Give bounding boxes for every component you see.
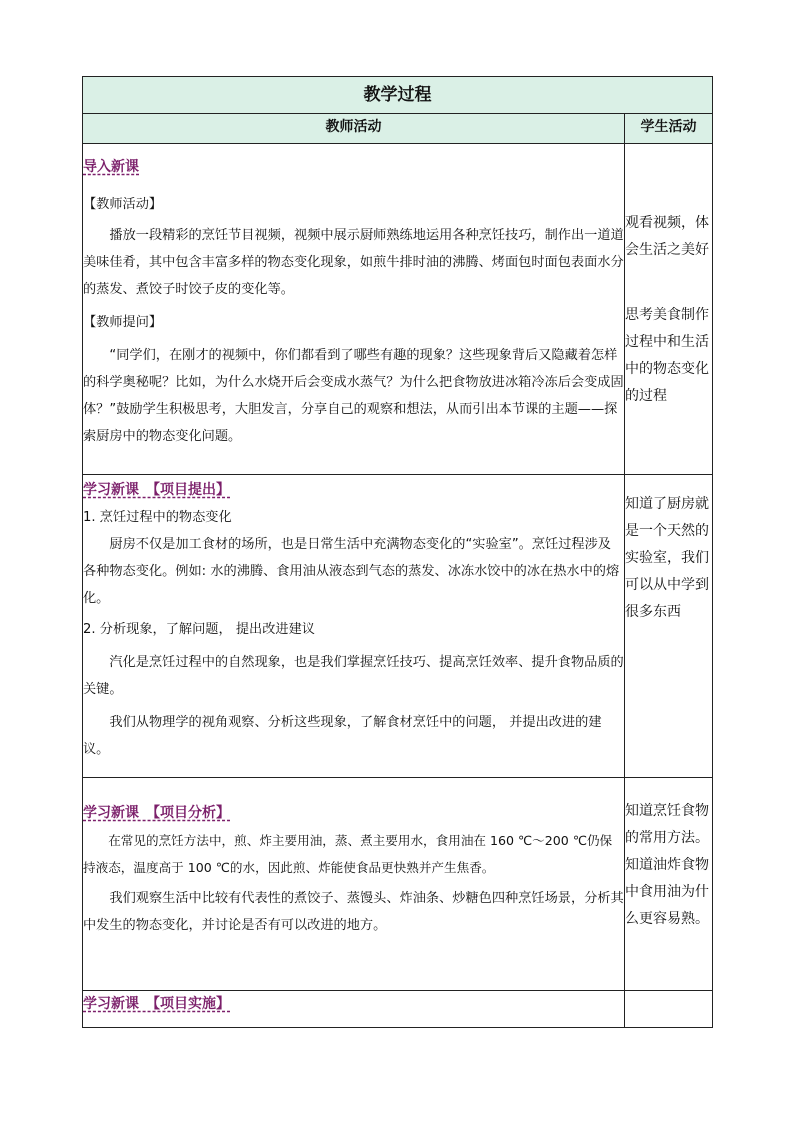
paragraph: 我们从物理学的视角观察、分析这些现象，了解食材烹饪中的问题， 并提出改进的建议。 — [83, 715, 602, 757]
paragraph: “同学们，在刚才的视频中，你们都看到了哪些有趣的现象？这些现象背后又隐藏着怎样的科学奥秘呢？比如，为什么水烧开后会变成水蒸气？为什么把食物放进冰箱冷冻后会变成固体？”鼓励学生积极思考，大胆发言，分享自己的观察和想法，从而引出本节课的主题——探索厨房中的物态变化问题。 — [83, 348, 624, 444]
paragraph: 我们观察生活中比较有代表性的煮饺子、蒸馒头、炸油条、炒糖色四种烹饪场景，分析其中发生的物态变化，并讨论是否有可以改进的地方。 — [83, 891, 624, 933]
paragraph: 汽化是烹饪过程中的自然现象，也是我们掌握烹饪技巧、提高烹饪效率、提升食物品质的关键。 — [83, 655, 624, 697]
item-title: 2. 分析现象，了解问题， 提出改进建议 — [83, 622, 315, 637]
paragraph: 播放一段精彩的烹饪节目视频，视频中展示厨师熟练地运用各种烹饪技巧，制作出一道道美味佳肴，其中包含丰富多样的物态变化现象，如煎牛排时油的沸腾、烤面包时面包表面水分的蒸发、煮饺子时饺子皮的变化等。 — [83, 228, 624, 297]
student-cell — [625, 778, 713, 991]
teacher-activity-header: 教师活动 — [83, 114, 625, 144]
student-text: 知道了厨房就是一个天然的实验室，我们可以从中学到很多东西 — [625, 496, 709, 620]
student-text: 观看视频，体会生活之美好 — [625, 215, 709, 258]
table-row — [83, 144, 713, 475]
table-title: 教学过程 — [83, 77, 713, 114]
item-title: 1. 烹饪过程中的物态变化 — [83, 510, 232, 525]
section-heading: 学习新课 【项目实施】 — [83, 996, 230, 1012]
student-cell — [625, 144, 713, 475]
student-text: 思考美食制作过程中和生活中的物态变化的过程 — [625, 307, 709, 404]
paragraph: 厨房不仅是加工食材的场所，也是日常生活中充满物态变化的“实验室”。烹饪过程涉及各种物态变化。例如: 水的沸腾、食用油从液态到气态的蒸发、冰冻水饺中的冰在热水中的熔化。 — [83, 537, 620, 606]
table-row — [83, 778, 713, 991]
student-cell — [625, 991, 713, 1028]
teacher-cell — [83, 475, 625, 778]
table-row — [83, 475, 713, 778]
teacher-cell — [83, 144, 625, 475]
teacher-activity-tag: 【教师活动】 — [83, 197, 163, 212]
student-activity-header: 学生活动 — [625, 114, 713, 144]
teacher-cell — [83, 991, 625, 1028]
student-cell — [625, 475, 713, 778]
section-heading: 学习新课 【项目分析】 — [83, 805, 230, 821]
student-text: 知道烹饪食物的常用方法。知道油炸食物中食用油为什么更容易熟。 — [625, 803, 709, 927]
teacher-cell — [83, 778, 625, 991]
paragraph: 在常见的烹饪方法中，煎、炸主要用油，蒸、煮主要用水，食用油在 160 ℃～200 ℃仍保持液态，温度高于 100 ℃的水，因此煎、炸能使食品更快熟并产生焦香。 — [83, 833, 613, 875]
section-heading: 学习新课 【项目提出】 — [83, 482, 230, 498]
table-row — [83, 991, 713, 1028]
teacher-question-tag: 【教师提问】 — [83, 315, 163, 330]
teaching-process-table — [82, 76, 713, 1028]
section-heading: 导入新课 — [83, 159, 139, 175]
